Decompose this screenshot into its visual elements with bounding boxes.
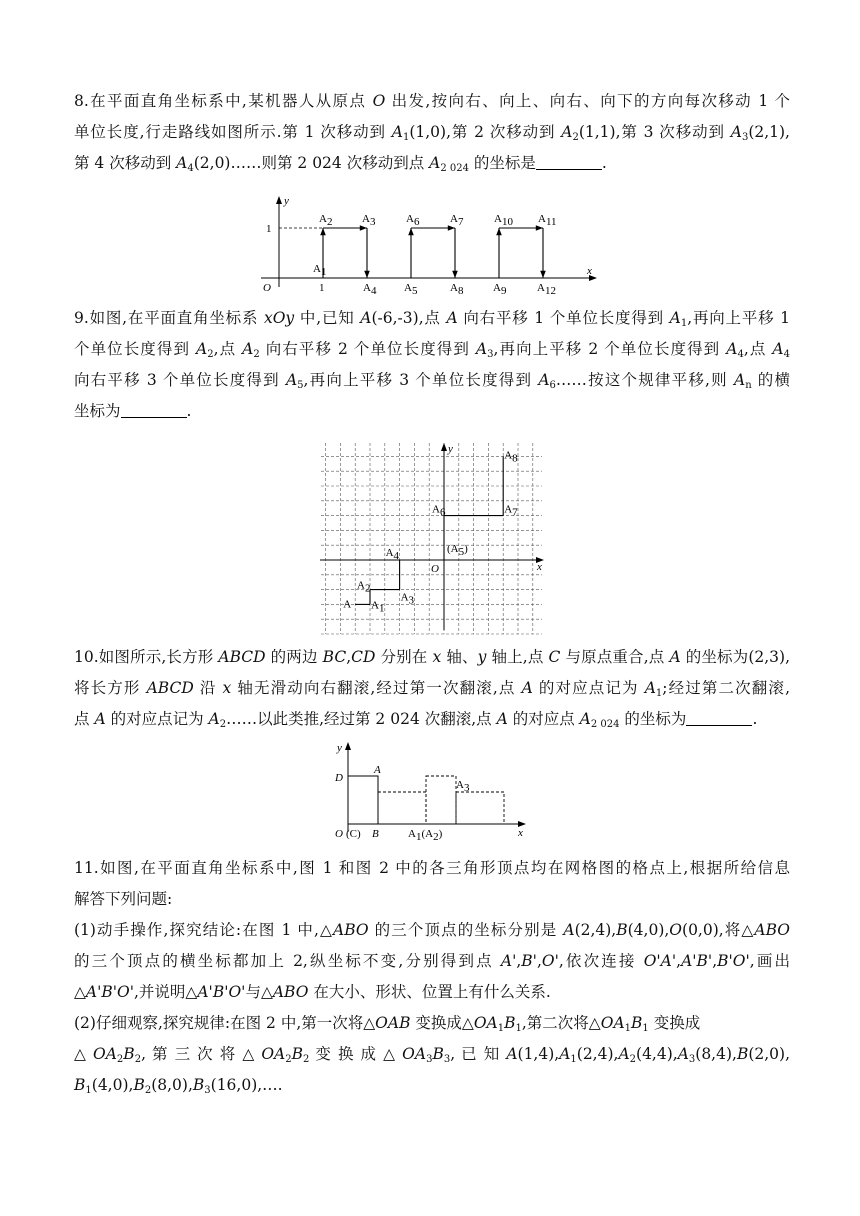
q10-label-A1A2: A1(A2) (408, 828, 443, 843)
arrow-head (408, 228, 414, 235)
text-line: 单位长度,行走路线如图所示.第 1 次移动到 $A_1(1,0)$,第 2 次移动到 $A_2(1,1)$,第 3 次移动到 $A_3(2,1)$, (74, 123, 790, 143)
q10-label-A3: A3 (456, 779, 470, 794)
answer-blank (536, 155, 602, 170)
text-line: 11.如图,在平面直角坐标系中,图 1 和图 2 中的各三角形顶点均在网格图的格点上,根据所给信息 (74, 859, 790, 877)
point-label-A: A (343, 598, 352, 611)
point-label-A10: A10 (494, 213, 513, 228)
point-label-A9: A9 (493, 282, 507, 297)
answer-blank (686, 711, 752, 726)
text-line: (2)仔细观察,探究规律:在图 2 中,第一次将△OAB 变换成$\triangle OA_1B_1$,第二次将$\triangle OA_1B_1$ 变换成 (74, 1014, 701, 1034)
point-label-A1: A1 (313, 263, 327, 278)
q10-label-C: (C) (346, 828, 361, 840)
point-label-A4: A4 (363, 282, 377, 297)
q8-figure (255, 194, 605, 297)
arrow-head (452, 271, 458, 278)
point-label-A3: A3 (400, 591, 415, 607)
q8-tick-x: 1 (319, 282, 325, 294)
text-line: 10.如图所示,长方形 ABCD 的两边 BC,CD 分别在 x 轴、y 轴上,点 C 与原点重合,点 A 的坐标为(2,3), (74, 648, 790, 666)
arrow-head (536, 225, 543, 231)
text-line: 坐标为 . (74, 402, 192, 420)
text-line: 向右平移 3 个单位长度得到 $A_5$,再向上平移 3 个单位长度得到 $A_6\dots\dots$按这个规律平移,则 $A_n$ 的横 (74, 371, 790, 391)
q10-figure (330, 740, 530, 843)
arrow-head (540, 271, 546, 278)
text-line: 的三个顶点的横坐标都加上 2,纵坐标不变,分别得到点 A',B',O',依次连接 O'A',A'B',B'O',画出 (74, 952, 791, 970)
point-label-A8: A8 (504, 449, 518, 465)
q10-label-O: O (335, 828, 343, 840)
point-label-A12: A12 (537, 282, 556, 297)
point-label-A7: A7 (504, 503, 518, 519)
text-line: △A'B'O',并说明△A'B'O'与△ABO 在大小、形状、位置上有什么关系. (74, 983, 551, 1001)
point-label-A4: A4 (385, 547, 400, 562)
point-label-A1: A1 (371, 599, 385, 615)
point-label-A6: A6 (406, 213, 420, 228)
point-label-A2: A2 (319, 213, 333, 228)
arrow-head (496, 228, 502, 235)
q8-labels (313, 213, 557, 297)
arrow-head (320, 228, 326, 235)
point-label-A6: A6 (432, 503, 446, 519)
text-line: $B_1(4,0),B_2(8,0),B_3(16,0),\dots$. (74, 1076, 283, 1096)
q10-rectangle-abcd (348, 776, 378, 824)
question-10 (74, 642, 790, 735)
q8-axis-x-label: x (587, 265, 592, 277)
q9-axis-y-label: y (448, 443, 453, 455)
text-line: 个单位长度得到 $A_2$,点 $A_2$ 向右平移 2 个单位长度得到 $A_3$,再向上平移 2 个单位长度得到 $A_4$,点 $A_4$ (74, 340, 790, 360)
q10-rectangle-roll-2 (426, 776, 456, 824)
text-line: 解答下列问题: (74, 890, 173, 908)
question-8 (74, 86, 790, 179)
text-line: △ $OA_2B_2$, 第 三 次 将 △ $OA_2B_2$ 变 换 成 △ $OA_3B_3$, 已 知 $A(1,4),A_1(2,4),A_2(4,4),A_3(8,4),B(2,0)$, (74, 1045, 790, 1065)
question-11 (74, 853, 790, 1101)
text-line: 第 4 次移动到 $A_4(2,0)\dots\dots$则第 2 024 次移动到点 $A_{2 024}$ 的坐标是 . (74, 154, 607, 174)
text-line: 9.如图,在平面直角坐标系 xOy 中,已知 A(-6,-3),点 A 向右平移 1 个单位长度得到 $A_1$,再向上平移 1 (74, 309, 791, 329)
text-line: 将长方形 ABCD 沿 x 轴无滑动向右翻滚,经过第一次翻滚,点 A 的对应点记为 $A_1$;经过第二次翻滚, (74, 679, 790, 699)
q9-grid (321, 443, 542, 634)
arrow-head (360, 225, 367, 231)
q10-axis-y-label: y (337, 742, 342, 754)
q9-y-arrow (441, 443, 447, 451)
point-label-A5: (A5) (447, 543, 468, 558)
q8-y-arrow (276, 196, 282, 204)
question-9 (74, 303, 790, 427)
point-label-A3: A3 (362, 213, 376, 228)
q10-y-arrow (345, 742, 351, 750)
point-label-A8: A8 (450, 282, 464, 297)
q10-rectangle-roll-3 (456, 792, 504, 824)
q10-axis-x-label: x (518, 827, 523, 839)
q10-label-B: B (372, 828, 379, 840)
point-label-A11: A11 (538, 213, 557, 228)
q8-tick-y: 1 (266, 223, 272, 235)
q10-label-A: A (374, 764, 381, 776)
q10-rectangle-roll-1 (378, 792, 426, 824)
point-label-A5: A5 (404, 282, 418, 297)
text-line: (1)动手操作,探究结论:在图 1 中,△ABO 的三个顶点的坐标分别是 A(2,4),B(4,0),O(0,0),将△ABO (74, 921, 791, 939)
q9-origin-label: O (431, 563, 439, 575)
q10-label-D: D (335, 772, 343, 784)
text-line: 点 A 的对应点记为 $A_2\dots\dots$以此类推,经过第 2 024 次翻滚,点 A 的对应点 $A_{2 024}$ 的坐标为 . (74, 710, 758, 730)
q8-origin-label: O (263, 282, 271, 294)
arrow-head (448, 225, 455, 231)
q8-axis-y-label: y (284, 195, 289, 207)
answer-blank (121, 403, 187, 418)
point-label-A7: A7 (450, 213, 464, 228)
text-line: 8.在平面直角坐标系中,某机器人从原点 O 出发,按向右、向上、向右、向下的方向每次移动 1 个 (74, 92, 790, 110)
q9-axis-x-label: x (537, 561, 542, 573)
arrow-head (364, 271, 370, 278)
q9-figure (318, 440, 558, 635)
point-label-A2: A2 (357, 579, 371, 595)
